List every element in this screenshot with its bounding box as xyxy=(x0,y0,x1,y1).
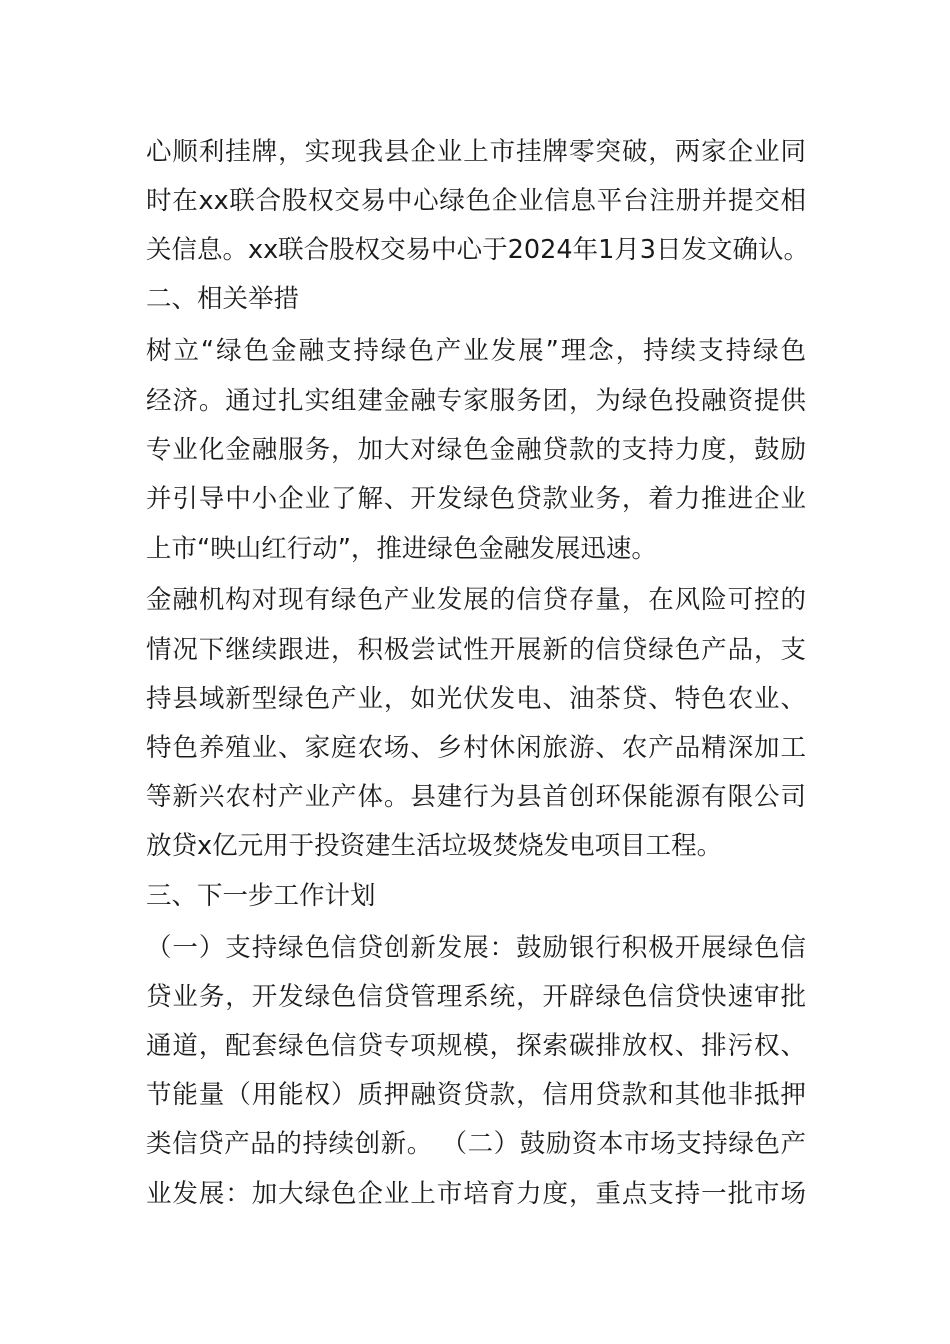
text-line: 等新兴农村产业产体。县建行为县首创环保能源有限公司 xyxy=(146,782,806,812)
text-line: 金融机构对现有绿色产业发展的信贷存量，在风险可控的 xyxy=(146,585,806,615)
text-line: 通道，配套绿色信贷专项规模，探索碳排放权、排污权、 xyxy=(146,1031,806,1061)
text-line: 树立“绿色金融支持绿色产业发展”理念，持续支持绿色 xyxy=(146,336,806,366)
text-line: 专业化金融服务，加大对绿色金融贷款的支持力度，鼓励 xyxy=(146,435,806,465)
section-heading: 三、下一步工作计划 xyxy=(146,881,376,911)
text-line: 业发展：加大绿色企业上市培育力度，重点支持一批市场 xyxy=(146,1179,806,1209)
section-heading: 二、相关举措 xyxy=(146,284,300,314)
text-line: （一）支持绿色信贷创新发展：鼓励银行积极开展绿色信 xyxy=(146,933,806,963)
text-line: 经济。通过扎实组建金融专家服务团，为绿色投融资提供 xyxy=(146,386,806,416)
text-line: 贷业务，开发绿色信贷管理系统，开辟绿色信贷快速审批 xyxy=(146,982,806,1012)
text-line: 持县域新型绿色产业，如光伏发电、油茶贷、特色农业、 xyxy=(146,684,806,714)
text-line: 心顺利挂牌，实现我县企业上市挂牌零突破，两家企业同 xyxy=(146,137,806,167)
text-line: 关信息。xx联合股权交易中心于2024年1月3日发文确认。 xyxy=(146,235,810,265)
text-line: 上市“映山红行动”，推进绿色金融发展迅速。 xyxy=(146,534,657,564)
text-line: 特色养殖业、家庭农场、乡村休闲旅游、农产品精深加工 xyxy=(146,733,806,763)
text-line: 类信贷产品的持续创新。 （二）鼓励资本市场支持绿色产 xyxy=(146,1129,806,1159)
text-line: 节能量（用能权）质押融资贷款，信用贷款和其他非抵押 xyxy=(146,1080,806,1110)
text-line: 时在xx联合股权交易中心绿色企业信息平台注册并提交相 xyxy=(146,186,806,216)
text-line: 并引导中小企业了解、开发绿色贷款业务，着力推进企业 xyxy=(146,484,806,514)
text-line: 放贷x亿元用于投资建生活垃圾焚烧发电项目工程。 xyxy=(146,831,723,861)
text-line: 情况下继续跟进，积极尝试性开展新的信贷绿色产品，支 xyxy=(146,635,806,665)
